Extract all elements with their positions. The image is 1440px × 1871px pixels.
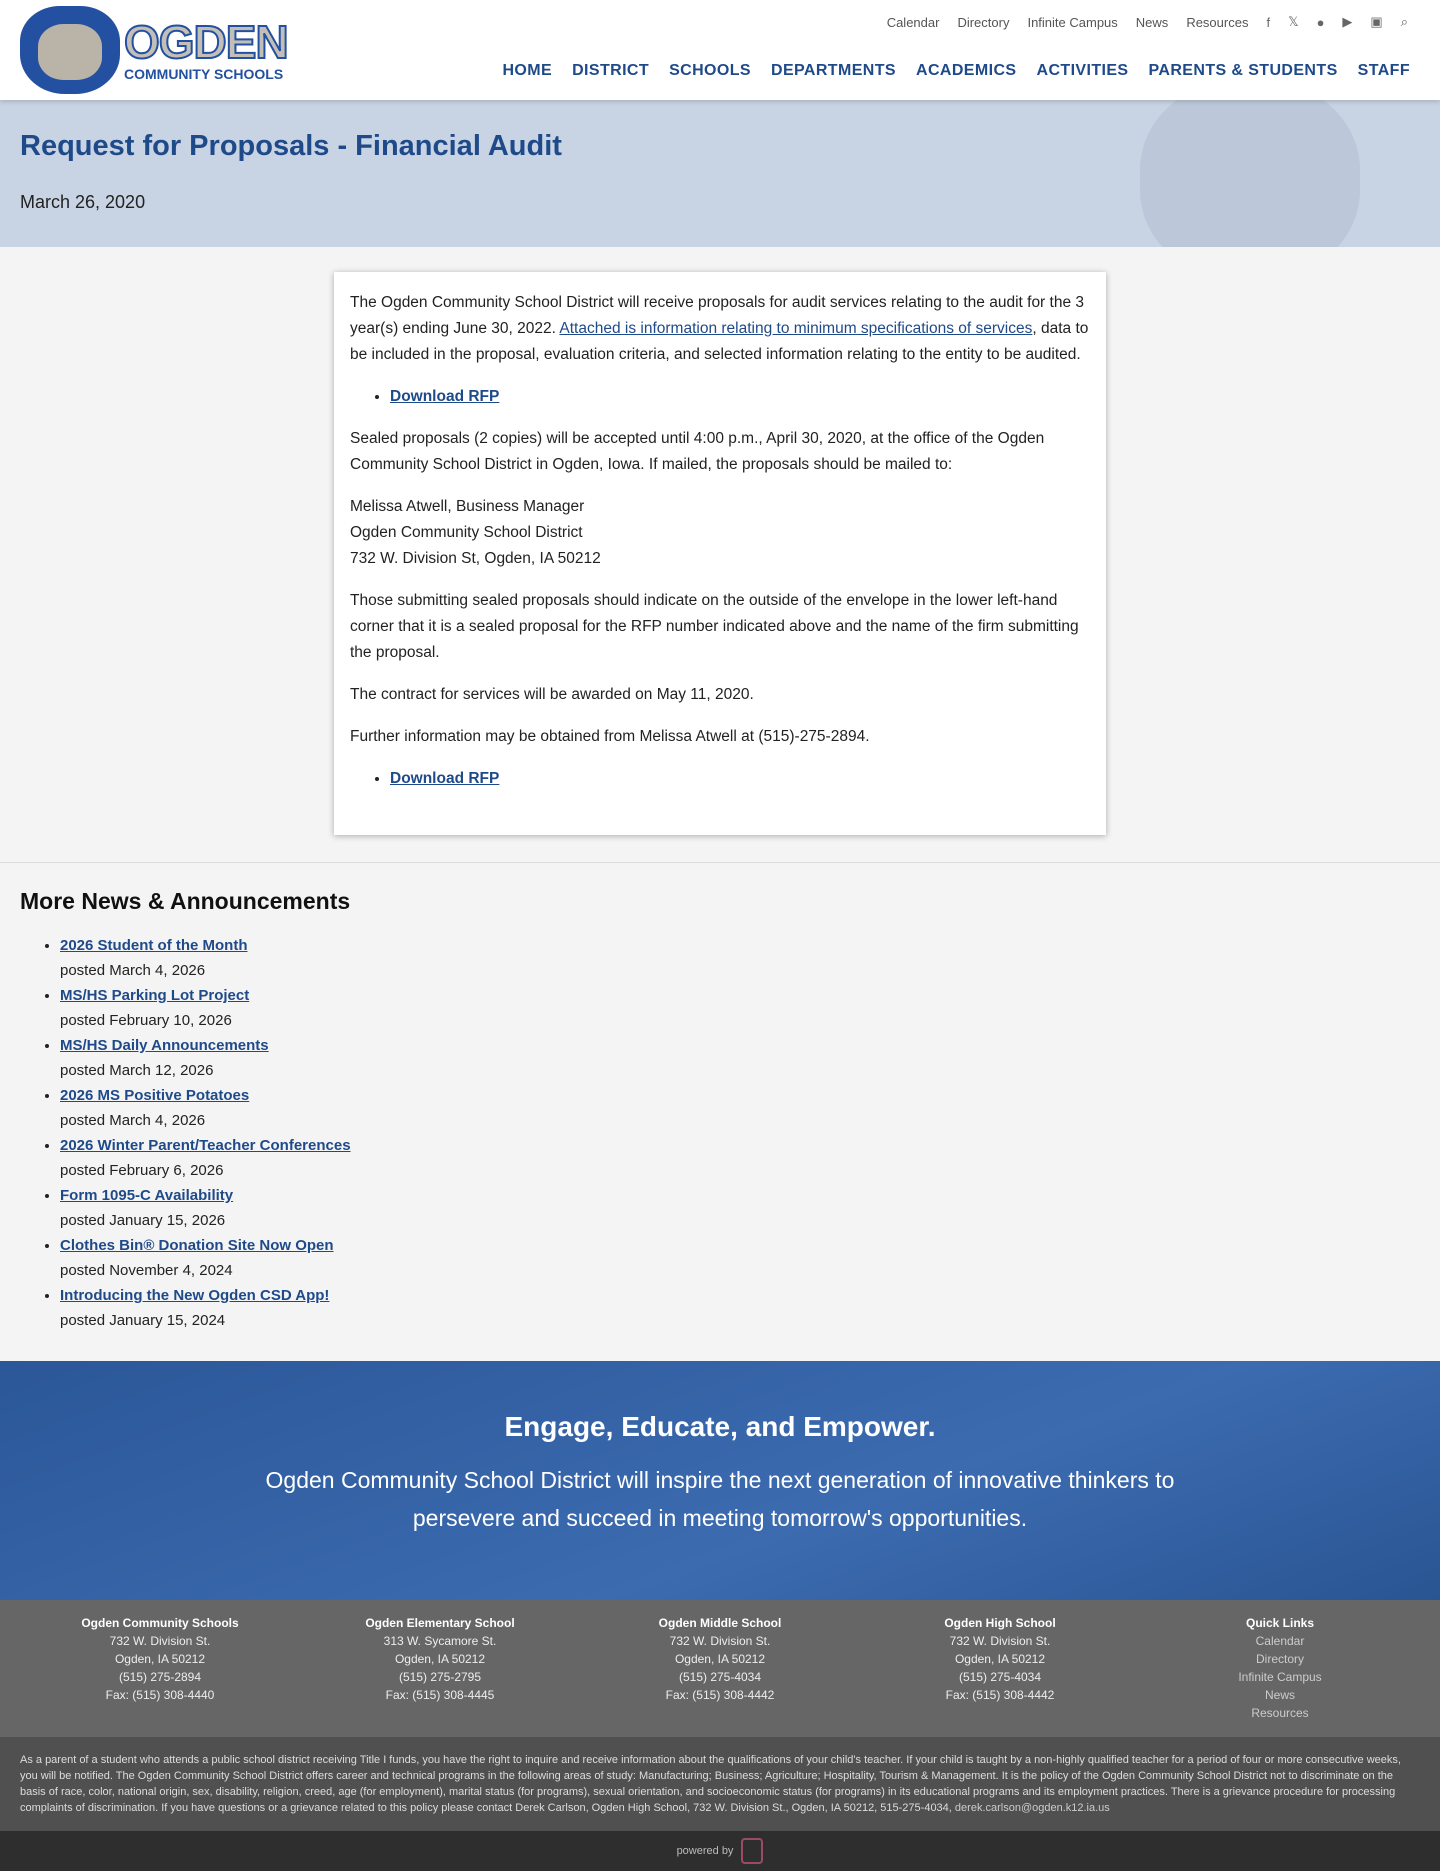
util-resources[interactable]: Resources <box>1186 14 1249 30</box>
bulldog-watermark <box>1140 100 1360 247</box>
site-header <box>0 0 1440 100</box>
news-item <box>60 1133 351 1183</box>
news-item <box>60 983 351 1033</box>
util-news[interactable]: News <box>1135 14 1169 30</box>
contact-line: Ogden, IA 50212 <box>674 1652 766 1666</box>
google-play-icon[interactable]: ▶ <box>1342 14 1353 29</box>
contact-line: Fax: (515) 308-4442 <box>665 1688 775 1702</box>
contact-line: 732 W. Division St. <box>669 1634 771 1648</box>
contact-line: Ogden, IA 50212 <box>114 1652 206 1666</box>
banner-text: Ogden Community School District will inspire the next generation of innovative thinkers to persevere and succeed in meeting tomorrow's opportunities. <box>265 1467 1175 1531</box>
specifications-link[interactable]: Attached is information relating to minimum specifications of services <box>559 320 1033 337</box>
address-line: 732 W. Division St, Ogden, IA 50212 <box>350 550 601 567</box>
nav-district[interactable]: DISTRICT <box>572 62 650 79</box>
mailing-address <box>350 494 1090 572</box>
contact-line: 732 W. Division St. <box>109 1634 211 1648</box>
util-directory[interactable]: Directory <box>957 14 1010 30</box>
download-rfp-link[interactable]: Download RFP <box>390 770 500 787</box>
nav-activities[interactable]: ACTIVITIES <box>1036 62 1129 79</box>
provider-logo-icon[interactable] <box>741 1838 763 1864</box>
contact-line: (515) 275-4034 <box>958 1670 1042 1684</box>
nav-parents-students[interactable]: PARENTS & STUDENTS <box>1148 62 1338 79</box>
news-item <box>60 1083 351 1133</box>
utility-nav <box>887 14 1408 30</box>
contact-line: (515) 275-2894 <box>118 1670 202 1684</box>
news-posted-date: posted January 15, 2024 <box>60 1312 226 1329</box>
main-nav <box>502 62 1410 80</box>
nav-departments[interactable]: DEPARTMENTS <box>770 62 896 79</box>
news-item <box>60 933 351 983</box>
news-link[interactable]: 2026 Winter Parent/Teacher Conferences <box>60 1137 351 1154</box>
news-posted-date: posted November 4, 2024 <box>60 1262 233 1279</box>
more-news <box>20 888 351 1333</box>
news-posted-date: posted February 6, 2026 <box>60 1162 224 1179</box>
quick-link[interactable]: News <box>1264 1688 1295 1702</box>
mission-banner <box>0 1361 1440 1600</box>
nav-academics[interactable]: ACADEMICS <box>915 62 1017 79</box>
nav-staff[interactable]: STAFF <box>1357 62 1410 79</box>
contact-email-link[interactable]: derek.carlson@ogden.k12.ia.us <box>954 1802 1110 1814</box>
quick-link[interactable]: Calendar <box>1255 1634 1305 1648</box>
youtube-icon[interactable]: ▣ <box>1370 14 1383 29</box>
quick-links-title: Quick Links <box>1245 1616 1315 1630</box>
contact-line: Fax: (515) 308-4442 <box>945 1688 1055 1702</box>
news-link[interactable]: 2026 Student of the Month <box>60 937 248 954</box>
search-icon[interactable]: ⌕ <box>1400 14 1408 29</box>
util-infinite-campus[interactable]: Infinite Campus <box>1027 14 1118 30</box>
logo-name: OGDEN <box>124 16 288 68</box>
contact-line: 732 W. Division St. <box>949 1634 1051 1648</box>
nav-home[interactable]: HOME <box>502 62 553 79</box>
contact-line: (515) 275-4034 <box>678 1670 762 1684</box>
powered-by-label: powered by <box>676 1845 734 1857</box>
news-link[interactable]: 2026 MS Positive Potatoes <box>60 1087 250 1104</box>
news-item <box>60 1233 351 1283</box>
bulldog-logo-icon <box>20 6 120 94</box>
legal-text: As a parent of a student who attends a public school district receiving Title I funds, you have the right to inquire and receive information about the qualifications of your child's teacher. If your child is taught by a non-highly qualified teacher for a period of four or more consecutive weeks, you will be notified. The Ogden Community School District offers career and technical programs in the following areas of study: Manufacturing; Business; Agriculture; Hospitality, Tourism & Management. It is the policy of the Ogden Community School District not to discriminate on the basis of race, color, national origin, sex, disability, religion, creed, age (for employment), marital status (for programs), sexual orientation, and socioeconomic status (for programs) in its educational programs and its employment practices. There is a grievance procedure for processing complaints of discrimination. If you have questions or a grievance related to this policy please contact Derek Carlson, Ogden High School, 732 W. Division St., Ogden, IA 50212, 515-275-4034, <box>20 1754 1401 1814</box>
news-item <box>60 1183 351 1233</box>
article-paragraph: Sealed proposals (2 copies) will be accepted until 4:00 p.m., April 30, 2020, at the office of the Ogden Community School District in Ogden, Iowa. If mailed, the proposals should be mailed to: <box>350 430 1045 473</box>
logo[interactable] <box>20 6 288 94</box>
logo-subtitle: COMMUNITY SCHOOLS <box>124 66 284 82</box>
news-posted-date: posted January 15, 2026 <box>60 1212 226 1229</box>
quick-links <box>1160 1614 1400 1722</box>
footer-school <box>40 1614 280 1704</box>
news-link[interactable]: MS/HS Daily Announcements <box>60 1037 269 1054</box>
footer-contacts <box>0 1600 1440 1737</box>
article-paragraph: Those submitting sealed proposals should indicate on the outside of the envelope in the lower left-hand corner that it is a sealed proposal for the RFP number indicated above and the name of the firm submitting the proposal. <box>350 592 1079 661</box>
contact-line: Ogden, IA 50212 <box>394 1652 486 1666</box>
contact-line: (515) 275-2795 <box>398 1670 482 1684</box>
footer-school <box>320 1614 560 1704</box>
text: The Ogden Community School District will receive proposals for audit services relating to the audit for the 3 year(s) ending June 30, 2022. <box>350 294 1085 337</box>
school-name: Ogden Community Schools <box>81 1616 239 1630</box>
article-paragraph: Further information may be obtained from Melissa Atwell at (515)-275-2894. <box>350 728 870 745</box>
facebook-icon[interactable]: f <box>1266 14 1271 30</box>
news-posted-date: posted March 4, 2026 <box>60 1112 206 1129</box>
news-link[interactable]: Introducing the New Ogden CSD App! <box>60 1287 330 1304</box>
quick-link[interactable]: Directory <box>1255 1652 1304 1666</box>
util-calendar[interactable]: Calendar <box>886 14 940 30</box>
contact-line: Fax: (515) 308-4445 <box>385 1688 495 1702</box>
page-hero <box>0 100 1440 247</box>
divider <box>0 862 1440 863</box>
powered-by <box>0 1831 1440 1871</box>
more-news-heading: More News & Announcements <box>20 888 351 914</box>
banner-title: Engage, Educate, and Empower. <box>504 1411 936 1442</box>
x-icon[interactable]: 𝕏 <box>1288 14 1299 29</box>
footer-school <box>600 1614 840 1704</box>
text: , data to be included in the proposal, evaluation criteria, and selected information relating to the entity to be audited. <box>350 320 1089 363</box>
nav-schools[interactable]: SCHOOLS <box>669 62 751 79</box>
news-posted-date: posted February 10, 2026 <box>60 1012 232 1029</box>
article-card <box>334 272 1106 835</box>
news-link[interactable]: Form 1095-C Availability <box>60 1187 234 1204</box>
news-link[interactable]: Clothes Bin® Donation Site Now Open <box>60 1237 334 1254</box>
article-paragraph <box>350 290 1090 368</box>
post-date: March 26, 2020 <box>20 192 146 212</box>
news-link[interactable]: MS/HS Parking Lot Project <box>60 987 250 1004</box>
apple-icon[interactable]: ● <box>1316 14 1325 30</box>
address-line: Melissa Atwell, Business Manager <box>350 498 585 515</box>
contact-line: Ogden, IA 50212 <box>954 1652 1046 1666</box>
quick-link[interactable]: Resources <box>1251 1706 1309 1720</box>
news-posted-date: posted March 4, 2026 <box>60 962 206 979</box>
contact-line: 313 W. Sycamore St. <box>383 1634 497 1648</box>
news-item <box>60 1283 351 1333</box>
school-name: Ogden High School <box>944 1616 1056 1630</box>
contact-line: Fax: (515) 308-4440 <box>105 1688 215 1702</box>
download-rfp-link[interactable]: Download RFP <box>390 388 500 405</box>
address-line: Ogden Community School District <box>350 524 583 541</box>
page-title: Request for Proposals - Financial Audit <box>20 130 562 162</box>
legal-notice <box>0 1737 1440 1831</box>
news-posted-date: posted March 12, 2026 <box>60 1062 214 1079</box>
footer-school <box>880 1614 1120 1704</box>
school-name: Ogden Middle School <box>658 1616 782 1630</box>
quick-link[interactable]: Infinite Campus <box>1238 1670 1322 1684</box>
news-item <box>60 1033 351 1083</box>
school-name: Ogden Elementary School <box>365 1616 515 1630</box>
article-paragraph: The contract for services will be awarded on May 11, 2020. <box>350 686 754 703</box>
